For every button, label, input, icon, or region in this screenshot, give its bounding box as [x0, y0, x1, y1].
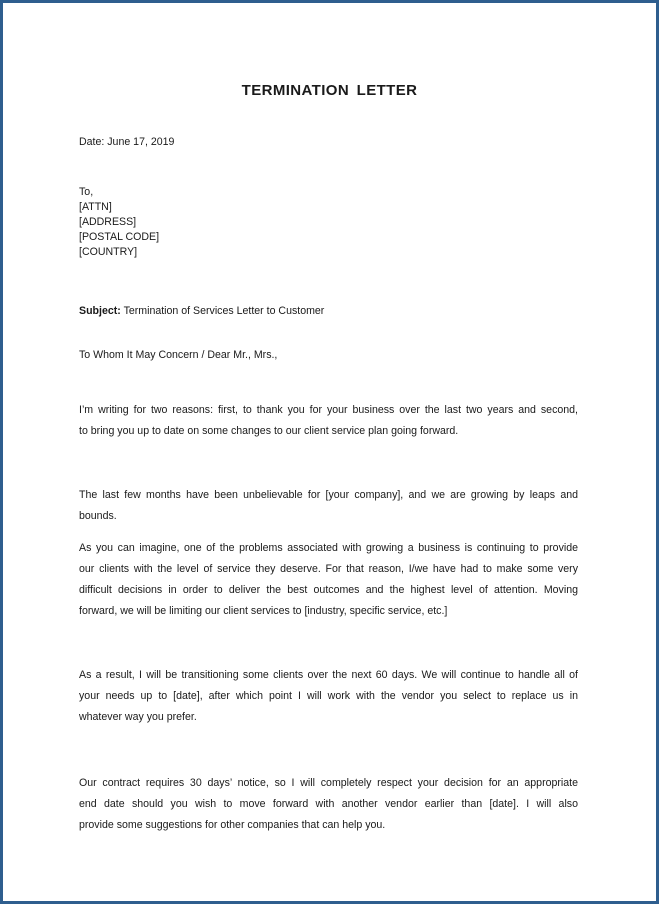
- paragraph-line: difficult decisions in order to deliver the best outcomes and the highest level of attention. Moving: [79, 584, 578, 596]
- paragraph-line: The last few months have been unbelievable for [your company], and we are growing by leaps and: [79, 489, 578, 501]
- paragraph-line: end date should you wish to move forward with another vendor earlier than [date]. I will also: [79, 798, 578, 810]
- subject-line: [79, 303, 324, 319]
- paragraph-3: [79, 538, 578, 622]
- paragraph-line: As you can imagine, one of the problems associated with growing a business is continuing to provide: [79, 542, 578, 554]
- paragraph-line: our clients with the level of service they deserve. For that reason, I/we have had to make some very: [79, 563, 578, 575]
- paragraph-line: your needs up to [date], after which point I will work with the vendor you select to replace us in: [79, 690, 578, 702]
- paragraph-4: [79, 665, 578, 728]
- paragraph-line: to bring you up to date on some changes to our client service plan going forward.: [79, 425, 459, 437]
- date-line: Date: June 17, 2019: [79, 136, 175, 148]
- paragraph-line: whatever way you prefer.: [79, 711, 197, 723]
- subject-label: Subject:: [79, 305, 121, 317]
- paragraph-line: Our contract requires 30 days’ notice, so I will completely respect your decision for an appropriate: [79, 777, 578, 789]
- recipient-address: [ADDRESS]: [79, 216, 137, 228]
- paragraph-2: [79, 485, 578, 527]
- paragraph-5: [79, 773, 578, 836]
- paragraph-line: I’m writing for two reasons: first, to thank you for your business over the last two years and second,: [79, 404, 578, 416]
- paragraph-line: provide some suggestions for other companies that can help you.: [79, 819, 386, 831]
- recipient-country: [COUNTRY]: [79, 246, 138, 258]
- recipient-attn: [ATTN]: [79, 201, 112, 213]
- recipient-postal-code: [POSTAL CODE]: [79, 231, 160, 243]
- recipient-to: To,: [79, 186, 94, 198]
- salutation: To Whom It May Concern / Dear Mr., Mrs.,: [79, 349, 278, 361]
- letter-title: TERMINATION LETTER: [241, 82, 418, 99]
- paragraph-line: bounds.: [79, 510, 117, 522]
- paragraph-1: [79, 400, 578, 442]
- paragraph-line: As a result, I will be transitioning some clients over the next 60 days. We will continue to handle all of: [79, 669, 578, 681]
- subject-text: Termination of Services Letter to Customer: [123, 305, 325, 317]
- paragraph-line: forward, we will be limiting our client services to [industry, specific service, etc.]: [79, 605, 448, 617]
